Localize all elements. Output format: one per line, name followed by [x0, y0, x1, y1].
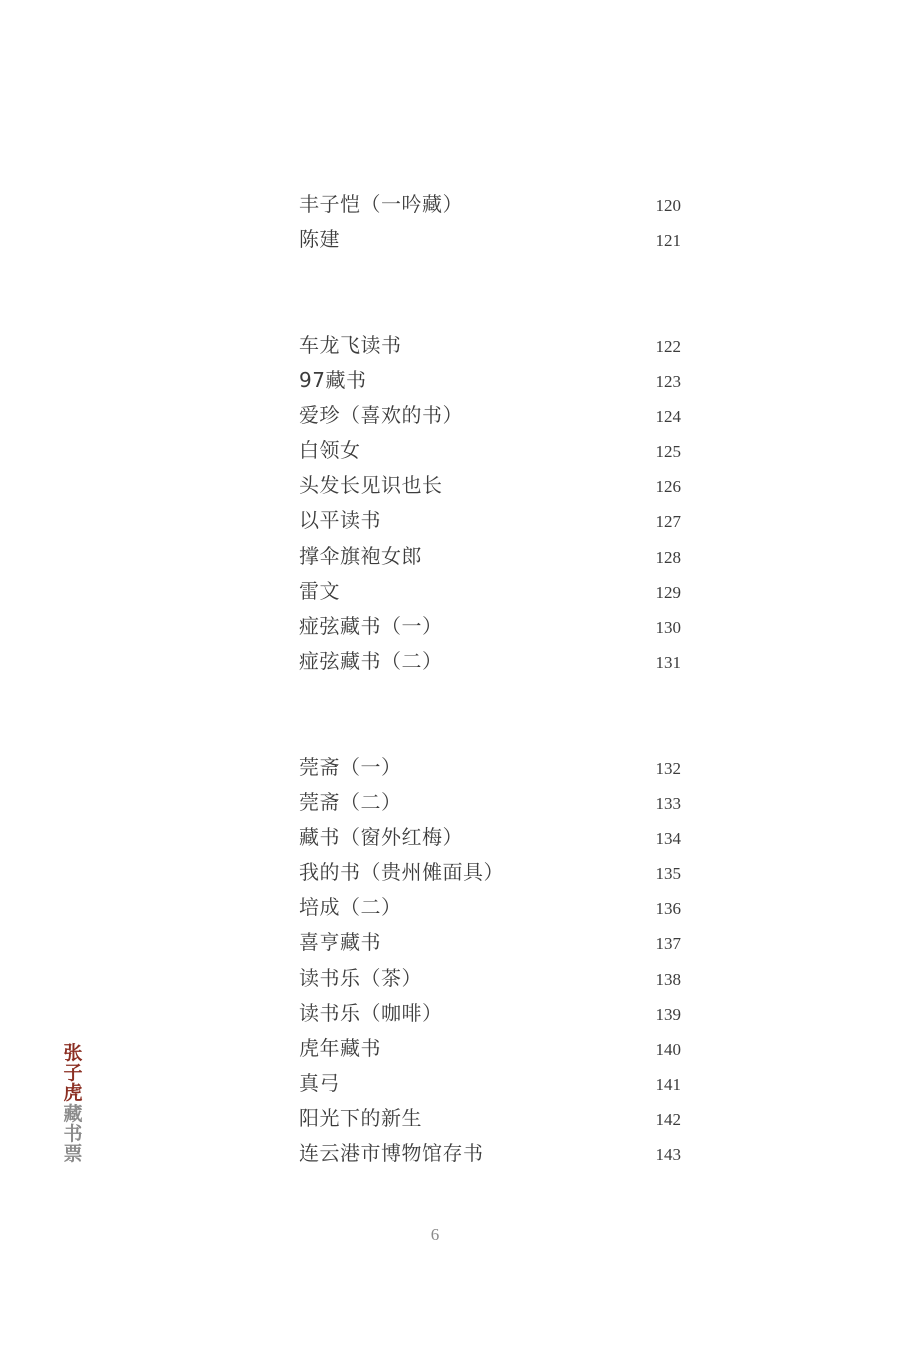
toc-entry-title: 白领女 — [299, 438, 361, 463]
toc-entry-page: 122 — [655, 337, 681, 356]
toc-entry-title: 阳光下的新生 — [299, 1105, 422, 1130]
toc-entry-page: 132 — [655, 759, 681, 778]
toc-entry[interactable] — [299, 472, 681, 507]
page-number: 6 — [430, 1225, 440, 1244]
book-title-char: 子 — [63, 1062, 83, 1085]
toc-entry-page: 141 — [655, 1074, 681, 1094]
toc-entry-title: 莞斋（二） — [299, 790, 402, 815]
toc-entry-title: 爱珍（喜欢的书） — [299, 403, 463, 428]
book-title-char: 票 — [63, 1143, 83, 1166]
toc-entry-title: 连云港市博物馆存书 — [299, 1141, 484, 1166]
toc-section-2 — [299, 332, 681, 683]
toc-entry-title: 我的书（贵州傩面具） — [299, 860, 504, 885]
toc-entry-page: 139 — [655, 1004, 681, 1024]
toc-entry-title: 车龙飞读书 — [299, 333, 402, 357]
toc-entry-page: 138 — [655, 969, 681, 989]
toc-section-1 — [299, 191, 681, 261]
toc-entry-page: 121 — [655, 231, 681, 251]
toc-entry-title: 以平读书 — [299, 508, 381, 533]
book-title-char: 张 — [63, 1042, 83, 1064]
toc-entry[interactable] — [299, 1140, 681, 1175]
toc-entry-title: 莞斋（一） — [299, 755, 402, 779]
toc-entry-title: 陈建 — [299, 227, 340, 252]
toc-entry-title: 痖弦藏书（一） — [299, 613, 443, 638]
toc-entry-page: 123 — [655, 372, 681, 392]
toc-entry-page: 125 — [655, 442, 681, 462]
book-title-vertical — [62, 1043, 84, 1164]
toc-entry[interactable] — [299, 437, 681, 472]
toc-entry[interactable] — [299, 929, 681, 964]
toc-entry[interactable] — [299, 1035, 681, 1070]
toc-entry-page: 124 — [655, 407, 681, 427]
toc-entry-title: 藏书（窗外红梅） — [299, 825, 463, 850]
toc-entry-title: 培成（二） — [299, 895, 402, 920]
toc-entry[interactable] — [299, 191, 681, 226]
toc-entry-page: 130 — [655, 617, 681, 637]
toc-entry-title: 读书乐（咖啡） — [299, 1000, 443, 1025]
toc-entry-page: 120 — [655, 196, 681, 215]
toc-entry[interactable] — [299, 1000, 681, 1035]
toc-entry[interactable] — [299, 367, 681, 402]
toc-entry-title: 读书乐（茶） — [299, 965, 422, 990]
toc-entry[interactable] — [299, 226, 681, 261]
toc-entry-page: 140 — [655, 1039, 681, 1059]
toc-entry-page: 127 — [655, 512, 681, 532]
toc-entry[interactable] — [299, 332, 681, 367]
toc-entry[interactable] — [299, 1105, 681, 1140]
toc-entry-page: 131 — [655, 652, 681, 672]
toc-entry-page: 136 — [655, 899, 681, 919]
book-title-char: 书 — [63, 1122, 83, 1145]
toc-entry-page: 134 — [655, 829, 681, 849]
toc-entry[interactable] — [299, 613, 681, 648]
toc-entry-title: 真弓 — [299, 1070, 340, 1095]
toc-entry-page: 126 — [655, 477, 681, 497]
toc-entry[interactable] — [299, 543, 681, 578]
toc-entry-page: 135 — [655, 864, 681, 884]
toc-entry[interactable] — [299, 789, 681, 824]
toc-entry[interactable] — [299, 1070, 681, 1105]
toc-entry[interactable] — [299, 824, 681, 859]
toc-entry-page: 137 — [655, 934, 681, 954]
toc-entry-page: 128 — [655, 547, 681, 567]
toc-entry-title: 头发长见识也长 — [299, 473, 443, 498]
toc-entry[interactable] — [299, 894, 681, 929]
toc-section-3 — [299, 754, 681, 1175]
toc-entry-title: 撑伞旗袍女郎 — [299, 543, 422, 568]
toc-entry[interactable] — [299, 859, 681, 894]
toc-entry-title: 丰子恺（一吟藏） — [299, 192, 463, 216]
toc-entry-title: 雷文 — [299, 578, 340, 603]
toc-entry[interactable] — [299, 754, 681, 789]
toc-entry[interactable] — [299, 648, 681, 683]
toc-entry-page: 129 — [655, 582, 681, 602]
toc-entry-page: 133 — [655, 794, 681, 814]
toc-entry-title: 喜亨藏书 — [299, 930, 381, 955]
toc-entry-title: 97藏书 — [299, 368, 367, 393]
toc-entry[interactable] — [299, 965, 681, 1000]
toc-entry-page: 142 — [655, 1109, 681, 1129]
toc-entry[interactable] — [299, 507, 681, 542]
toc-entry[interactable] — [299, 578, 681, 613]
book-title-char: 藏 — [63, 1102, 83, 1125]
toc-entry-title: 痖弦藏书（二） — [299, 648, 443, 673]
book-title-char: 虎 — [63, 1082, 83, 1105]
toc-entry-title: 虎年藏书 — [299, 1035, 381, 1060]
toc-entry-page: 143 — [655, 1145, 681, 1165]
toc-entry[interactable] — [299, 402, 681, 437]
